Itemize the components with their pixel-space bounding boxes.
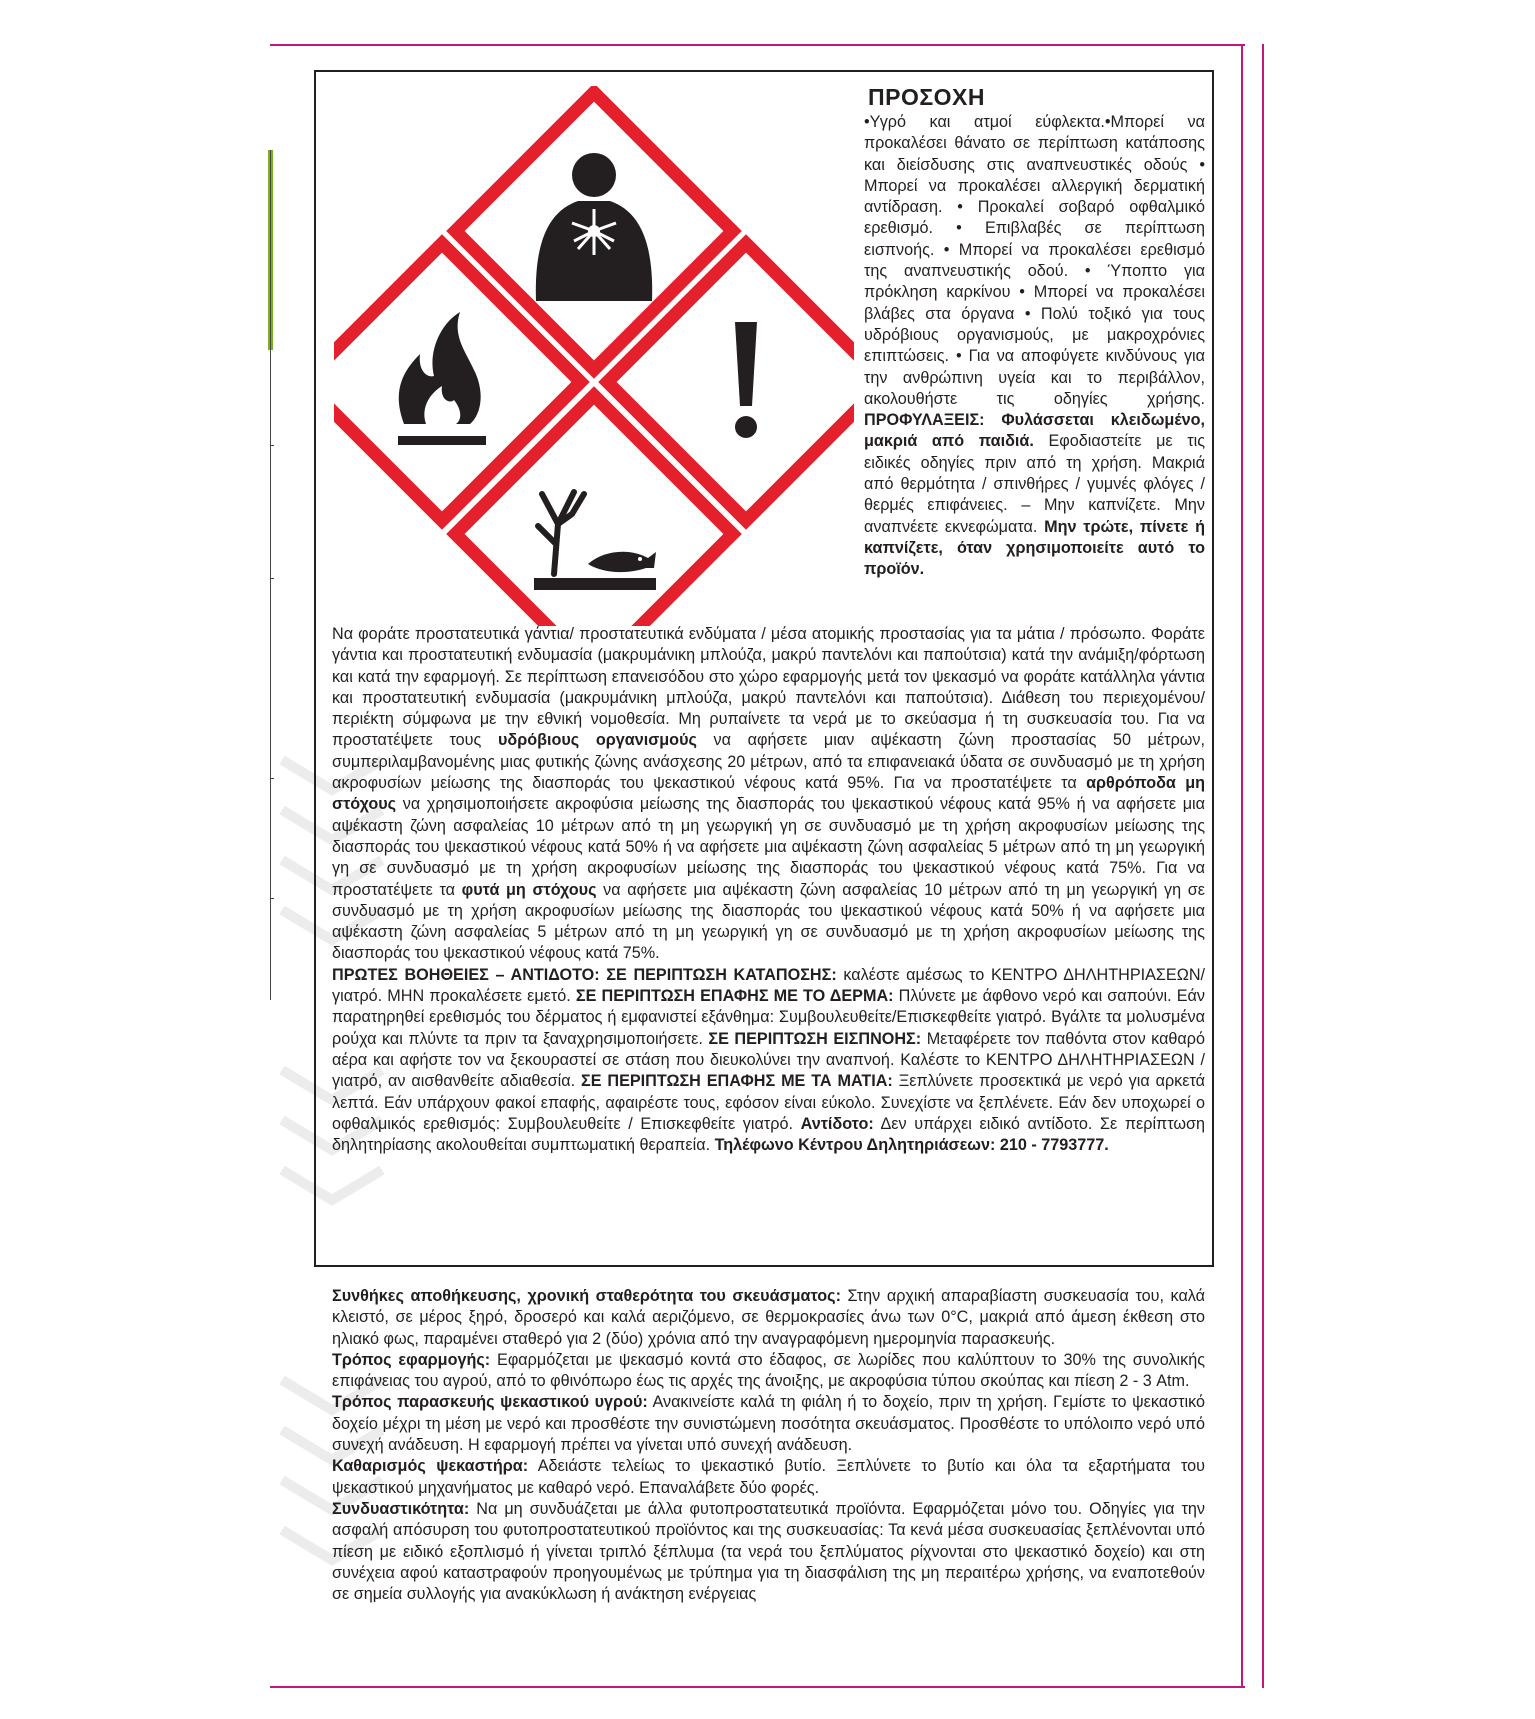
trim-line-top [270, 44, 1245, 46]
storage-label: Συνθήκες αποθήκευσης, χρονική σταθερότητα του σκευάσματος: [332, 1287, 841, 1305]
compatibility-text: Να μη συνδυάζεται με άλλα φυτοπροστατευτικά προϊόντα. Εφαρμόζεται μόνο του. Οδηγίες για την ασφαλή απόσυρση του φυτοπροστατευτικού προϊόντος και της συσκευασίας: Τα κενά μέσα συσκευασίας ξεπλένονται υπό πίεση με ειδικό εξοπλισμό ή γίνεται τριπλό ξέπλυμα (τα νερά του ξεπλύματος ρίχνονται στο ψεκαστικό δοχείο) και στη συνέχεια αφού καταστραφούν προηγουμένως με τρύπημα για τη διασφάλιση της μη περαιτέρω χρήσης, να εναποτεθούν σε σημεία συλλογής για ανακύκλωση ή ανάκτηση ενέργειας [332, 1499, 1206, 1604]
inhalation-text: Μεταφέρετε τον παθόντα στον καθαρό αέρα και αφήστε τον να ξεκουραστεί σε στάση που διευκολύνει την αναπνοή. Καλέστε το ΚΕΝΤΡΟ ΔΗΛΗΤΗΡΙΑΣΕΩΝ / γιατρό, αν αισθανθείτε αδιαθεσία. [332, 1029, 1206, 1091]
eyes-label: ΣΕ ΠΕΡΙΠΤΩΣΗ ΕΠΑΦΗΣ ΜΕ ΤΑ ΜΑΤΙΑ: [581, 1072, 893, 1091]
application-label: Τρόπος εφαρμογής: [332, 1350, 491, 1369]
arthropods-text: να χρησιμοποιήσετε ακροφύσια μείωσης της διασποράς του ψεκαστικού νέφους κατά 95% ή να αφήσετε μια αψέκαστη ζώνη ασφαλείας 10 μέτρων από τη μη γεωργική γη σε συνδυασμό με τη χρήση ακροφυσίων μείωσης της διασποράς του ψεκαστικού νέφους κατά 50% ή να αφήσετε μια αψέκαστη ζώνη ασφαλείας 5 μέτρων από τη μη γεωργική γη σε συνδυασμό με τη χρήση ακροφυσίων μείωσης της διασποράς του ψεκαστικού νέφους κατά 75%. Για να προστατέψετε τα [332, 795, 1206, 899]
cleaning-text: Αδειάστε τελείως το ψεκαστικό βυτίο. Ξεπλύνετε το βυτίο και όλα τα εξαρτήματα του ψεκαστικού μηχανήματος με καθαρό νερό. Επαναλάβετε δύο φορές. [332, 1457, 1205, 1497]
plants-text: να αφήσετε μια αψέκαστη ζώνη ασφαλείας 10 μέτρων από τη μη γεωργική γη σε συνδυασμό με τη χρήση ακροφυσίων μείωσης της διασποράς του ψεκαστικού νέφους κατά 50% ή να αφήσετε μια αψέκαστη ζώνη ασφαλείας 5 μέτρων από τη μη γεωργική γη σε συνδυασμό με τη χρήση ακροφυσίων μείωσης της διασποράς του ψεκαστικού νέφους κατά 75%. [332, 880, 1205, 963]
inhalation-label: ΣΕ ΠΕΡΙΠΤΩΣΗ ΕΙΣΠΝΟΗΣ: [708, 1029, 922, 1048]
application-text: Εφαρμόζεται με ψεκασμό κοντά στο έδαφος, σε λωρίδες που καλύπτουν το 30% της συνολικής επιφάνειας του αγρού, από το φθινόπωρο έως τις αρχές της άνοιξης, με ακροφύσια τύπου σκούπας και πίεση 2 - 3 Atm. [332, 1350, 1206, 1391]
poison-center-phone: Τηλέφωνο Κέντρου Δηλητηριάσεων: 210 - 7793777. [714, 1136, 1109, 1155]
plants-label: φυτά μη στόχους [461, 880, 597, 899]
warning-title: ΠΡΟΣΟΧΗ [868, 84, 985, 110]
edge-tick [270, 445, 274, 446]
precautions-continued [332, 624, 1205, 1156]
preparation-text: Ανακινείστε καλά τη φιάλη ή το δοχείο, πριν τη χρήση. Γεμίστε το ψεκαστικό δοχείο μέχρι τη μέση με νερό και προσθέστε την συνιστώμενη ποσότητα σκευάσματος. Προσθέστε το υπόλοιπο νερό υπό συνεχή ανάδευση. Η εφαρμογή πρέπει να γίνεται υπό συνεχή ανάδευση. [332, 1393, 1205, 1455]
no-eating-warning: Μην τρώτε, πίνετε ή καπνίζετε, όταν χρησιμοποιείτε αυτό το προϊόν. [864, 517, 1206, 579]
precautions-text: Εφοδιαστείτε με τις ειδικές οδηγίες πριν από τη χρήση. Μακριά από θερμότητα / σπινθήρες / γυμνές φλόγες / θερμές επιφάνειες. – Μην καπνίζετε. Μην αναπνέετε εκνεφώματα. [864, 432, 1205, 536]
aquatic-text: να αφήσετε μιαν αψέκαστη ζώνη προστασίας 50 μέτρων, συμπεριλαμβανομένης μιας φυτικής ζώνης ανάσχεσης 20 μέτρων, από τα επιφανειακά ύδατα σε συνδυασμό με τη χρήση ακροφυσίων μείωσης της διασποράς του ψεκαστικού νέφους κατά 95%. Για να προστατέψετε τα [332, 731, 1206, 793]
hazard-statements [864, 112, 1205, 581]
cleaning-label: Καθαρισμός ψεκαστήρα: [332, 1457, 529, 1476]
storage-text: Στην αρχική απαραβίαστη συσκευασία του, καλά κλειστό, σε μέρος ξηρό, δροσερό και καλά αεριζόμενο, σε θερμοκρασίες άνω των 0°C, μακριά από άμεση έκθεση στο ηλιακό φως, παραμένει σταθερό για 2 (δύο) χρόνια από την αναγραφόμενη ημερομηνία παρασκευής. [332, 1287, 1206, 1348]
hazard-text: •Υγρό και ατμοί εύφλεκτα.•Μπορεί να προκαλέσει θάνατο σε περίπτωση κατάποσης και διείσδυσης στις αναπνευστικές οδούς • Μπορεί να προκαλέσει αλλεργική δερματική αντίδραση. • Προκαλεί σοβαρό οφθαλμικό ερεθισμό. • Επιβλαβές σε περίπτωση εισπνοής. • Μπορεί να προκαλέσει ερεθισμό της αναπνευστικής οδού. • Ύποπτο για πρόκληση καρκίνου • Μπορεί να προκαλέσει βλάβες στα όργανα • Πολύ τοξικό για τους υδρόβιους οργανισμούς, με μακροχρόνιες επιπτώσεις. • Για να αποφύγετε κινδύνους για την ανθρώπινη υγεία και το περιβάλλον, ακολουθήστε τις οδηγίες χρήσης. [864, 113, 1205, 408]
trim-line-bottom [270, 1686, 1245, 1688]
compatibility-label: Συνδυαστικότητα: [332, 1499, 470, 1518]
first-aid-label: ΠΡΩΤΕΣ ΒΟΗΘΕΙΕΣ – ΑΝΤΙΔΟΤΟ: ΣΕ ΠΕΡΙΠΤΩΣΗ ΚΑΤΑΠΟΣΗΣ: [332, 965, 837, 984]
precautions-bold: Φυλάσσεται κλειδωμένο, μακριά από παιδιά. [864, 411, 1206, 451]
skin-label: ΣΕ ΠΕΡΙΠΤΩΣΗ ΕΠΑΦΗΣ ΜΕ ΤΟ ΔΕΡΜΑ: [575, 987, 894, 1006]
left-panel-edge [270, 150, 271, 1000]
aquatic-label: υδρόβιους οργανισμούς [497, 731, 697, 750]
precautions-label: ΠΡΟΦΥΛΑΞΕΙΣ: [864, 411, 985, 430]
usage-instructions [332, 1286, 1205, 1605]
first-aid-text: καλέστε αμέσως το ΚΕΝΤΡΟ ΔΗΛΗΤΗΡΙΑΣΕΩΝ/γιατρό. ΜΗΝ προκαλέσετε εμετό. [332, 965, 1206, 1006]
antidote-label: Αντίδοτο: [800, 1114, 874, 1133]
ppe-text: Να φοράτε προστατευτικά γάντια/ προστατευτικά ενδύματα / μέσα ατομικής προστασίας για τα μάτια / πρόσωπο. Φοράτε γάντια και προστατευτική ενδυμασία (μακρυμάνικη μπλούζα, μακρύ παντελόνι και παπούτσια) κατά την ανάμιξη/φόρτωση και κατά την εφαρμογή. Σε περίπτωση επανεισόδου στο χώρο εφαρμογής μετά τον ψεκασμό να φοράτε κατάλληλα γάντια και προστατευτική ενδυμασία (μακρυμάνικη μπλούζα, μακρύ παντελόνι και παπούτσια). Διάθεση του περιεχομένου/περιέκτη σύμφωνα με την εθνική νομοθεσία. Μη ρυπαίνετε τα νερά με το σκεύασμα ή τη συσκευασία του. Για να προστατέψετε τους [332, 625, 1205, 750]
ghs-pictograms [334, 86, 854, 626]
edge-tick [270, 578, 274, 579]
arthropods-label: αρθρόποδα μη στόχους [332, 774, 1206, 814]
adjacent-panel-edge [1262, 44, 1272, 1688]
skin-text: Πλύνετε με άφθονο νερό και σαπούνι. Εάν παρατηρηθεί ερεθισμός του δέρματος ή εμφανιστεί εξάνθημα: Συμβουλευθείτε/Επισκεφθείτε γιατρό. Βγάλτε τα μολυσμένα ρούχα και πλύντε τα πριν τα ξαναχρησιμοποιήσετε. [332, 987, 1205, 1048]
trim-line-right [1241, 44, 1243, 1688]
preparation-label: Τρόπος παρασκευής ψεκαστικού υγρού: [332, 1393, 648, 1412]
eyes-text: Ξεπλύνετε προσεκτικά με νερό για αρκετά λεπτά. Εάν υπάρχουν φακοί επαφής, αφαιρέστε τους, εφόσον είναι εύκολο. Συνεχίστε να ξεπλένετε. Εάν δεν υποχωρεί ο οφθαλμικός ερεθισμός: Συμβουλευθείτε / Επισκεφθείτε γιατρό. [332, 1072, 1206, 1133]
antidote-text: Δεν υπάρχει ειδικό αντίδοτο. Σε περίπτωση δηλητηρίασης ακολουθείται συμπτωματική θεραπεία. [332, 1114, 1206, 1155]
